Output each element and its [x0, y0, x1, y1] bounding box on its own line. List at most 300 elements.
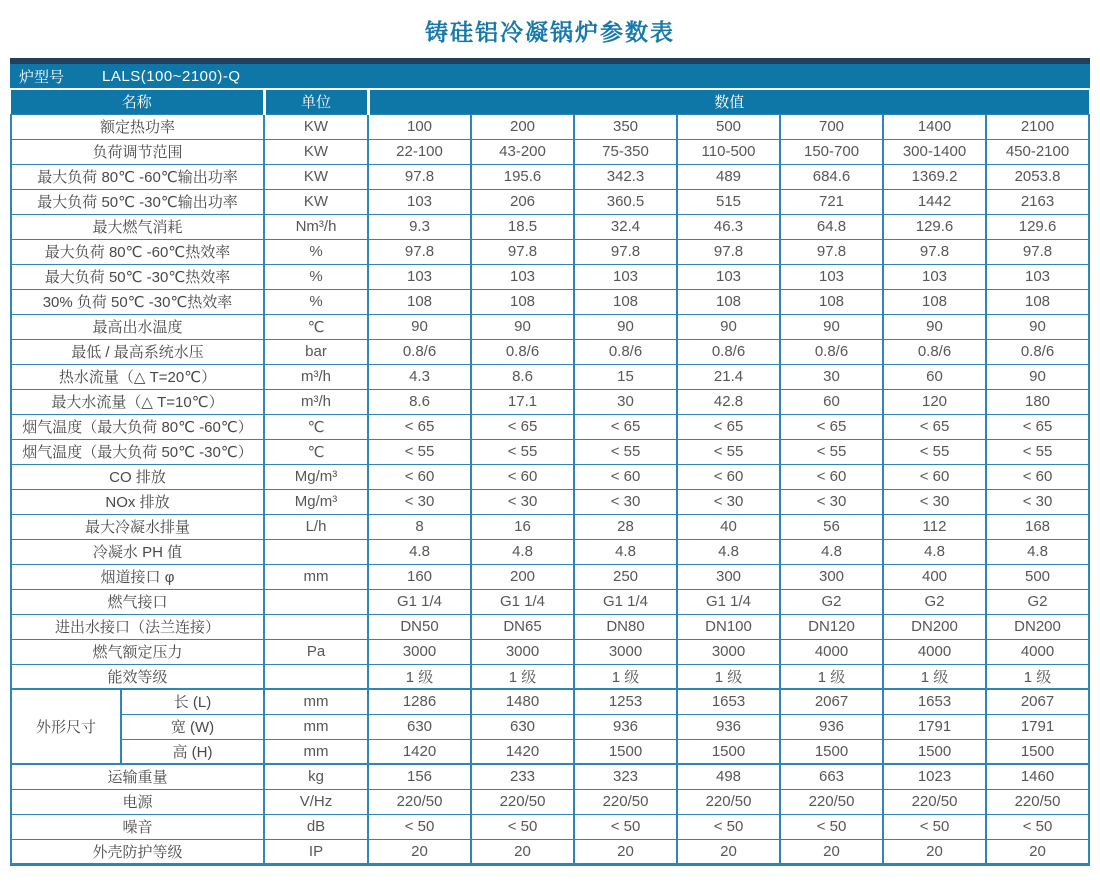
- row-value: 103: [677, 264, 780, 289]
- row-value: < 50: [368, 814, 471, 839]
- row-value: 160: [368, 564, 471, 589]
- row-unit: bar: [264, 339, 368, 364]
- row-value: 1500: [677, 739, 780, 764]
- row-value: 32.4: [574, 214, 677, 239]
- row-value: 195.6: [471, 164, 574, 189]
- row-name: 烟道接口 φ: [11, 564, 264, 589]
- row-value: < 60: [780, 464, 883, 489]
- row-value: 1500: [574, 739, 677, 764]
- row-value: 721: [780, 189, 883, 214]
- row-value: 0.8/6: [574, 339, 677, 364]
- row-value: 1 级: [677, 664, 780, 689]
- row-value: 108: [368, 289, 471, 314]
- table-row: [11, 364, 1089, 389]
- row-unit: IP: [264, 839, 368, 864]
- row-value: 28: [574, 514, 677, 539]
- column-header-values: 数值: [368, 90, 1089, 114]
- table-row: [11, 489, 1089, 514]
- row-name: 能效等级: [11, 664, 264, 689]
- row-value: 323: [574, 764, 677, 789]
- page-title: 铸硅铝冷凝锅炉参数表: [425, 19, 675, 45]
- row-value: G1 1/4: [574, 589, 677, 614]
- row-unit: V/Hz: [264, 789, 368, 814]
- table-row: [11, 664, 1089, 689]
- table-row: [11, 714, 1089, 739]
- table-row: [11, 464, 1089, 489]
- row-value: < 50: [677, 814, 780, 839]
- row-unit: %: [264, 239, 368, 264]
- row-value: 220/50: [574, 789, 677, 814]
- row-value: 97.8: [471, 239, 574, 264]
- row-value: 90: [986, 314, 1089, 339]
- row-value: 180: [986, 389, 1089, 414]
- row-value: 8: [368, 514, 471, 539]
- row-value: < 60: [368, 464, 471, 489]
- row-unit: dB: [264, 814, 368, 839]
- row-value: DN120: [780, 614, 883, 639]
- model-label: 炉型号: [19, 68, 65, 86]
- row-value: 1500: [780, 739, 883, 764]
- spec-table: [10, 90, 1090, 866]
- table-row: [11, 189, 1089, 214]
- row-value: 220/50: [368, 789, 471, 814]
- row-value: 20: [677, 839, 780, 864]
- row-value: 1023: [883, 764, 986, 789]
- row-value: 700: [780, 114, 883, 139]
- row-value: 20: [883, 839, 986, 864]
- row-value: 1460: [986, 764, 1089, 789]
- row-value: 233: [471, 764, 574, 789]
- row-value: DN200: [883, 614, 986, 639]
- row-value: 1400: [883, 114, 986, 139]
- row-value: 500: [986, 564, 1089, 589]
- row-value: 4000: [780, 639, 883, 664]
- row-value: < 60: [883, 464, 986, 489]
- row-value: 684.6: [780, 164, 883, 189]
- row-value: 630: [368, 714, 471, 739]
- row-value: 936: [780, 714, 883, 739]
- row-value: 1369.2: [883, 164, 986, 189]
- row-value: 3000: [471, 639, 574, 664]
- row-value: < 50: [471, 814, 574, 839]
- row-value: 103: [986, 264, 1089, 289]
- table-row: [11, 414, 1089, 439]
- row-unit: [264, 589, 368, 614]
- row-unit: [264, 664, 368, 689]
- row-value: < 65: [677, 414, 780, 439]
- row-value: < 30: [883, 489, 986, 514]
- row-value: 103: [471, 264, 574, 289]
- row-value: DN50: [368, 614, 471, 639]
- row-value: 20: [780, 839, 883, 864]
- row-value: 1791: [883, 714, 986, 739]
- row-value: 8.6: [368, 389, 471, 414]
- row-unit: ℃: [264, 439, 368, 464]
- row-name: CO 排放: [11, 464, 264, 489]
- row-value: 90: [780, 314, 883, 339]
- table-row: [11, 239, 1089, 264]
- table-row: [11, 689, 1089, 714]
- row-value: 108: [471, 289, 574, 314]
- row-value: < 30: [677, 489, 780, 514]
- row-name: 最大负荷 80℃ -60℃热效率: [11, 239, 264, 264]
- row-value: 43-200: [471, 139, 574, 164]
- row-value: 250: [574, 564, 677, 589]
- table-row: [11, 539, 1089, 564]
- row-unit: Mg/m³: [264, 489, 368, 514]
- row-value: 1 级: [368, 664, 471, 689]
- row-name: 热水流量（△ T=20℃）: [11, 364, 264, 389]
- row-value: 1653: [883, 689, 986, 714]
- row-value: 2163: [986, 189, 1089, 214]
- row-name: 最高出水温度: [11, 314, 264, 339]
- row-value: 3000: [574, 639, 677, 664]
- row-value: 90: [677, 314, 780, 339]
- row-value: 220/50: [780, 789, 883, 814]
- row-value: 42.8: [677, 389, 780, 414]
- row-value: 500: [677, 114, 780, 139]
- row-unit: m³/h: [264, 389, 368, 414]
- row-value: G1 1/4: [368, 589, 471, 614]
- row-name: 烟气温度（最大负荷 80℃ -60℃）: [11, 414, 264, 439]
- row-value: 2053.8: [986, 164, 1089, 189]
- row-value: 46.3: [677, 214, 780, 239]
- row-value: < 55: [883, 439, 986, 464]
- row-value: 350: [574, 114, 677, 139]
- row-value: 97.8: [986, 239, 1089, 264]
- row-value: 1500: [986, 739, 1089, 764]
- row-unit: Nm³/h: [264, 214, 368, 239]
- row-unit: kg: [264, 764, 368, 789]
- row-value: 9.3: [368, 214, 471, 239]
- row-value: 108: [780, 289, 883, 314]
- row-value: 103: [368, 264, 471, 289]
- row-unit: Pa: [264, 639, 368, 664]
- row-unit: [264, 614, 368, 639]
- table-row: [11, 514, 1089, 539]
- column-header-row: [11, 90, 1089, 114]
- row-name: 最大水流量（△ T=10℃）: [11, 389, 264, 414]
- row-value: < 55: [986, 439, 1089, 464]
- row-value: 97.8: [780, 239, 883, 264]
- row-value: 1791: [986, 714, 1089, 739]
- row-value: 0.8/6: [780, 339, 883, 364]
- row-value: G2: [986, 589, 1089, 614]
- row-value: 108: [986, 289, 1089, 314]
- row-value: 108: [677, 289, 780, 314]
- row-value: < 55: [677, 439, 780, 464]
- row-value: G2: [780, 589, 883, 614]
- row-value: 150-700: [780, 139, 883, 164]
- row-value: 75-350: [574, 139, 677, 164]
- row-value: 108: [574, 289, 677, 314]
- row-name: 运输重量: [11, 764, 264, 789]
- row-value: 110-500: [677, 139, 780, 164]
- row-value: 17.1: [471, 389, 574, 414]
- row-value: < 65: [574, 414, 677, 439]
- row-value: 1500: [883, 739, 986, 764]
- table-row: [11, 764, 1089, 789]
- row-value: 1 级: [471, 664, 574, 689]
- row-value: 342.3: [574, 164, 677, 189]
- row-name: 冷凝水 PH 值: [11, 539, 264, 564]
- table-row: [11, 139, 1089, 164]
- row-value: 400: [883, 564, 986, 589]
- table-row: [11, 214, 1089, 239]
- row-unit: m³/h: [264, 364, 368, 389]
- row-value: 1442: [883, 189, 986, 214]
- row-value: 4.3: [368, 364, 471, 389]
- row-value: 1 级: [883, 664, 986, 689]
- row-name: 最大负荷 80℃ -60℃输出功率: [11, 164, 264, 189]
- row-value: 20: [574, 839, 677, 864]
- row-value: 90: [471, 314, 574, 339]
- row-value: 936: [677, 714, 780, 739]
- row-value: 489: [677, 164, 780, 189]
- row-name: 高 (H): [121, 739, 264, 764]
- table-row: [11, 389, 1089, 414]
- row-value: 90: [574, 314, 677, 339]
- row-value: 20: [471, 839, 574, 864]
- row-value: 168: [986, 514, 1089, 539]
- row-value: < 65: [780, 414, 883, 439]
- row-unit: Mg/m³: [264, 464, 368, 489]
- column-header-name: 名称: [11, 90, 264, 114]
- row-value: 200: [471, 564, 574, 589]
- table-row: [11, 114, 1089, 139]
- row-value: 90: [986, 364, 1089, 389]
- row-value: 18.5: [471, 214, 574, 239]
- row-value: 4.8: [677, 539, 780, 564]
- row-value: 3000: [368, 639, 471, 664]
- row-name: 负荷调节范围: [11, 139, 264, 164]
- row-value: 220/50: [677, 789, 780, 814]
- row-value: G1 1/4: [677, 589, 780, 614]
- row-value: 1480: [471, 689, 574, 714]
- row-value: 120: [883, 389, 986, 414]
- row-value: 220/50: [471, 789, 574, 814]
- row-value: 4.8: [574, 539, 677, 564]
- row-value: 20: [368, 839, 471, 864]
- model-header-bar: [10, 64, 1090, 90]
- row-value: 97.8: [883, 239, 986, 264]
- row-unit: KW: [264, 114, 368, 139]
- row-value: 300: [780, 564, 883, 589]
- row-value: 1 级: [780, 664, 883, 689]
- row-name: 长 (L): [121, 689, 264, 714]
- row-value: < 50: [574, 814, 677, 839]
- row-name: 进出水接口（法兰连接）: [11, 614, 264, 639]
- row-value: DN65: [471, 614, 574, 639]
- row-value: 200: [471, 114, 574, 139]
- row-unit: L/h: [264, 514, 368, 539]
- row-value: < 30: [986, 489, 1089, 514]
- row-value: 4.8: [883, 539, 986, 564]
- row-value: 4000: [883, 639, 986, 664]
- row-value: 64.8: [780, 214, 883, 239]
- row-value: 15: [574, 364, 677, 389]
- row-value: < 30: [780, 489, 883, 514]
- row-value: 498: [677, 764, 780, 789]
- row-value: < 60: [574, 464, 677, 489]
- row-unit: mm: [264, 739, 368, 764]
- row-value: 112: [883, 514, 986, 539]
- row-name: 烟气温度（最大负荷 50℃ -30℃）: [11, 439, 264, 464]
- column-header-unit: 单位: [264, 90, 368, 114]
- table-row: [11, 814, 1089, 839]
- row-value: 0.8/6: [883, 339, 986, 364]
- row-value: 1420: [471, 739, 574, 764]
- row-name: 最大负荷 50℃ -30℃热效率: [11, 264, 264, 289]
- row-value: 450-2100: [986, 139, 1089, 164]
- row-value: < 55: [780, 439, 883, 464]
- row-name: 电源: [11, 789, 264, 814]
- row-name: 燃气额定压力: [11, 639, 264, 664]
- row-value: 156: [368, 764, 471, 789]
- row-value: 4.8: [368, 539, 471, 564]
- row-value: 630: [471, 714, 574, 739]
- row-value: 4.8: [986, 539, 1089, 564]
- row-value: 97.8: [368, 164, 471, 189]
- row-value: 0.8/6: [677, 339, 780, 364]
- row-value: 16: [471, 514, 574, 539]
- row-value: 20: [986, 839, 1089, 864]
- model-value: LALS(100~2100)-Q: [102, 67, 241, 85]
- row-value: 0.8/6: [986, 339, 1089, 364]
- row-value: 21.4: [677, 364, 780, 389]
- row-unit: mm: [264, 689, 368, 714]
- row-unit: mm: [264, 564, 368, 589]
- row-value: 108: [883, 289, 986, 314]
- row-value: 97.8: [368, 239, 471, 264]
- row-value: DN80: [574, 614, 677, 639]
- row-value: 30: [574, 389, 677, 414]
- row-name: 最大燃气消耗: [11, 214, 264, 239]
- row-value: 220/50: [883, 789, 986, 814]
- row-value: 103: [780, 264, 883, 289]
- row-value: 60: [780, 389, 883, 414]
- table-row: [11, 289, 1089, 314]
- row-value: G1 1/4: [471, 589, 574, 614]
- row-name: NOx 排放: [11, 489, 264, 514]
- row-value: 300: [677, 564, 780, 589]
- row-value: < 30: [574, 489, 677, 514]
- table-row: [11, 439, 1089, 464]
- table-body: [11, 114, 1089, 864]
- row-value: < 50: [883, 814, 986, 839]
- table-row: [11, 264, 1089, 289]
- row-name: 燃气接口: [11, 589, 264, 614]
- table-row: [11, 839, 1089, 864]
- row-value: 220/50: [986, 789, 1089, 814]
- row-value: 936: [574, 714, 677, 739]
- row-value: < 50: [986, 814, 1089, 839]
- row-value: < 65: [986, 414, 1089, 439]
- row-value: < 60: [677, 464, 780, 489]
- row-unit: %: [264, 264, 368, 289]
- row-unit: ℃: [264, 314, 368, 339]
- row-name: 最大冷凝水排量: [11, 514, 264, 539]
- row-value: < 65: [368, 414, 471, 439]
- row-value: 97.8: [677, 239, 780, 264]
- row-value: < 55: [471, 439, 574, 464]
- row-value: 206: [471, 189, 574, 214]
- row-value: 1 级: [574, 664, 677, 689]
- row-name: 30% 负荷 50℃ -30℃热效率: [11, 289, 264, 314]
- row-value: 4.8: [471, 539, 574, 564]
- row-value: 97.8: [574, 239, 677, 264]
- table-row: [11, 164, 1089, 189]
- row-name: 外壳防护等级: [11, 839, 264, 864]
- table-row: [11, 789, 1089, 814]
- row-value: 56: [780, 514, 883, 539]
- row-name: 宽 (W): [121, 714, 264, 739]
- row-value: 1653: [677, 689, 780, 714]
- row-value: 40: [677, 514, 780, 539]
- row-value: < 65: [883, 414, 986, 439]
- row-value: DN200: [986, 614, 1089, 639]
- row-value: 1 级: [986, 664, 1089, 689]
- row-value: 663: [780, 764, 883, 789]
- spec-table-container: [10, 58, 1090, 866]
- row-value: 4.8: [780, 539, 883, 564]
- row-value: 0.8/6: [368, 339, 471, 364]
- row-name: 额定热功率: [11, 114, 264, 139]
- row-value: 129.6: [883, 214, 986, 239]
- row-value: 90: [368, 314, 471, 339]
- row-value: 3000: [677, 639, 780, 664]
- row-value: 515: [677, 189, 780, 214]
- row-value: 30: [780, 364, 883, 389]
- row-unit: [264, 539, 368, 564]
- row-value: 129.6: [986, 214, 1089, 239]
- row-unit: KW: [264, 139, 368, 164]
- row-unit: mm: [264, 714, 368, 739]
- row-value: < 55: [368, 439, 471, 464]
- table-row: [11, 639, 1089, 664]
- row-value: 103: [883, 264, 986, 289]
- row-value: 4000: [986, 639, 1089, 664]
- row-value: 1253: [574, 689, 677, 714]
- table-row: [11, 314, 1089, 339]
- table-row: [11, 339, 1089, 364]
- row-value: DN100: [677, 614, 780, 639]
- row-unit: %: [264, 289, 368, 314]
- row-value: 100: [368, 114, 471, 139]
- row-value: 103: [368, 189, 471, 214]
- table-row: [11, 589, 1089, 614]
- row-unit: KW: [264, 164, 368, 189]
- table-row: [11, 564, 1089, 589]
- row-value: < 50: [780, 814, 883, 839]
- row-value: 360.5: [574, 189, 677, 214]
- row-value: < 60: [986, 464, 1089, 489]
- row-value: 22-100: [368, 139, 471, 164]
- dimension-group-label: 外形尺寸: [11, 689, 121, 764]
- row-value: 1286: [368, 689, 471, 714]
- row-value: 90: [883, 314, 986, 339]
- row-value: < 30: [471, 489, 574, 514]
- row-value: G2: [883, 589, 986, 614]
- table-row: [11, 614, 1089, 639]
- row-name: 最大负荷 50℃ -30℃输出功率: [11, 189, 264, 214]
- row-value: 0.8/6: [471, 339, 574, 364]
- row-value: 1420: [368, 739, 471, 764]
- row-value: 60: [883, 364, 986, 389]
- row-value: 2100: [986, 114, 1089, 139]
- row-value: 8.6: [471, 364, 574, 389]
- row-value: 300-1400: [883, 139, 986, 164]
